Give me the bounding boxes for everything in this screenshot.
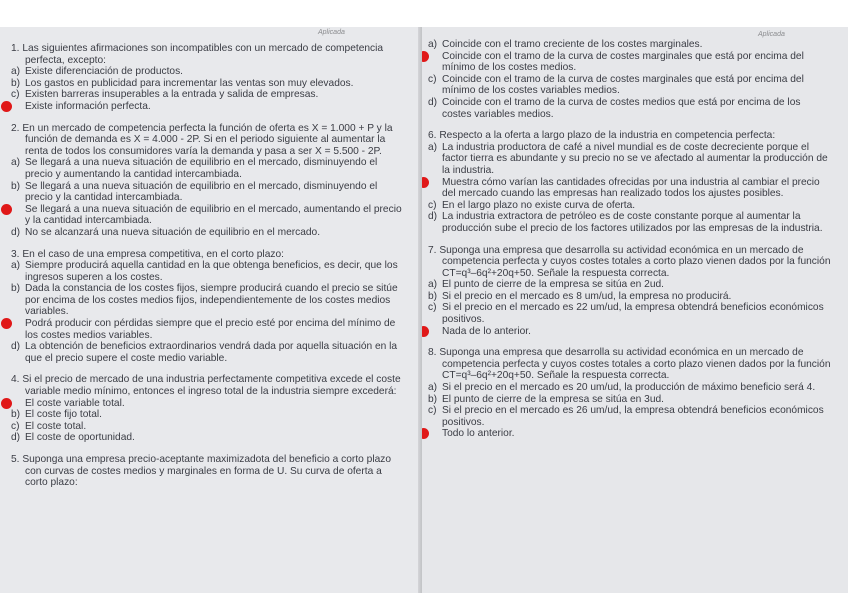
option-text: El punto de cierre de la empresa se sitúa en 3ud. (442, 393, 664, 405)
selected-answer-dot-icon (1, 204, 12, 215)
option-text: El coste total. (25, 420, 87, 432)
left-question-column (11, 43, 407, 499)
option-text: El coste de oportunidad. (25, 432, 135, 444)
option-text: Coincide con el tramo de la curva de costes marginales que está por encima del mínimo de los costes medios. (442, 50, 804, 74)
option-text: Los gastos en publicidad para incrementar las ventas son muy elevados. (25, 77, 354, 89)
selected-answer-dot-icon (1, 101, 12, 112)
option-letter: c) (428, 199, 437, 211)
option-letter: c) (428, 405, 437, 417)
answer-option (11, 227, 407, 239)
answer-option (428, 291, 832, 303)
answer-option (11, 89, 407, 101)
answer-option (428, 428, 832, 440)
option-letter: b) (11, 180, 21, 192)
option-letter: b) (428, 290, 438, 302)
question-block (428, 39, 832, 120)
option-text: El coste variable total. (25, 397, 125, 409)
question-text: 8. Suponga una empresa que desarrolla su actividad económica en un mercado de competencia perfecta y cuyos costes totales a corto plazo vienen dados por la función CT=q³–6q²+20q+50. Señale la respuesta correcta. (428, 347, 831, 382)
option-text: Se llegará a una nueva situación de equilibrio en el mercado, aumentando el precio y la cantidad intercambiada. (25, 203, 402, 227)
question-text: 6. Respecto a la oferta a largo plazo de la industria en competencia perfecta: (428, 130, 776, 142)
question-block (11, 454, 407, 489)
answer-option (428, 177, 832, 200)
option-text: No se alcanzará una nueva situación de equilibrio en el mercado. (25, 226, 321, 238)
option-text: En el largo plazo no existe curva de oferta. (442, 199, 636, 211)
answer-option (11, 157, 407, 180)
answer-option (428, 142, 832, 177)
option-text: Coincide con el tramo creciente de los costes marginales. (442, 39, 703, 50)
option-text: Coincide con el tramo de la curva de costes medios que está por encima de los costes variables medios. (442, 96, 801, 120)
page-header-left: Aplicada (318, 29, 345, 36)
answer-option (428, 405, 832, 428)
option-text: Todo lo anterior. (442, 428, 515, 440)
option-text: Podrá producir con pérdidas siempre que el precio esté por encima del mínimo de los costes medios variables. (25, 318, 396, 341)
answer-option (428, 39, 832, 51)
answer-option (11, 432, 407, 444)
answer-option (11, 101, 407, 113)
answer-option (428, 326, 832, 338)
option-text: Coincide con el tramo de la curva de costes marginales que está por encima del mínimo de los costes variables medios. (442, 73, 804, 97)
option-text: Siempre producirá aquella cantidad en la que obtenga beneficios, es decir, que los ingresos superen a los costes. (25, 260, 398, 283)
answer-option (11, 66, 407, 78)
option-letter: a) (11, 66, 21, 78)
option-letter: a) (11, 260, 21, 272)
answer-option (428, 74, 832, 97)
selected-answer-dot-icon (422, 326, 429, 337)
question-text: 4. Si el precio de mercado de una industria perfectamente competitiva excede el coste variable medio mínimo, entonces el ingreso total de la industria siempre excederá: (11, 374, 401, 398)
option-text: Si el precio en el mercado es 20 um/ud, la producción de máximo beneficio será 4. (442, 382, 816, 394)
answer-option (11, 409, 407, 421)
option-text: Existe información perfecta. (25, 100, 151, 112)
question-block (11, 43, 407, 113)
option-text: Existen barreras insuperables a la entrada y salida de empresas. (25, 89, 319, 101)
option-letter: b) (11, 409, 21, 421)
option-text: La industria productora de café a nivel mundial es de coste decreciente porque el factor tierra es abundante y su precio no se ve afectado al aumentar la producción de la industria. (442, 141, 828, 176)
answer-option (428, 200, 832, 212)
answer-option (11, 260, 407, 283)
option-text: Se llegará a una nueva situación de equilibrio en el mercado, disminuyendo el precio y aumentando la cantidad intercambiada. (25, 157, 378, 180)
answer-option (11, 341, 407, 364)
option-letter: a) (428, 39, 438, 50)
answer-option (11, 398, 407, 410)
option-text: Existe diferenciación de productos. (25, 66, 183, 78)
answer-option (428, 382, 832, 394)
option-letter: b) (11, 77, 21, 89)
option-letter: c) (428, 302, 437, 314)
option-letter: d) (11, 226, 21, 238)
option-text: La industria extractora de petróleo es de coste constante porque al aumentar la producción sube el precio de los factores utilizados por las empresas de la industria. (442, 211, 823, 234)
option-letter: c) (11, 420, 20, 432)
option-text: El punto de cierre de la empresa se sitúa en 2ud. (442, 279, 664, 291)
option-text: La obtención de beneficios extraordinarios vendrá dada por aquella situación en la que el precio supere el coste medio variable. (25, 341, 398, 364)
right-question-column (428, 39, 832, 450)
option-letter: a) (428, 279, 438, 291)
answer-option (11, 421, 407, 433)
option-letter: d) (11, 432, 21, 444)
question-block (428, 245, 832, 338)
answer-option (11, 283, 407, 318)
option-text: Muestra cómo varían las cantidades ofrecidas por una industria al cambiar el precio del mercado cuando las empresas han realizado todos los ajustes posibles. (442, 176, 820, 200)
question-text: 2. En un mercado de competencia perfecta la función de oferta es X = 1.000 + P y la función de demanda es X = 4.000 - 2P. Si en el periodo siguiente al aumentar la renta de todos los consumidores varía la demanda y pasa a ser X = 5.500 - 2P. (11, 122, 393, 157)
question-block (11, 249, 407, 365)
option-letter: d) (428, 96, 438, 108)
answer-option (428, 211, 832, 234)
option-letter: d) (11, 341, 21, 353)
option-letter: a) (428, 382, 438, 394)
option-text: Se llegará a una nueva situación de equilibrio en el mercado, disminuyendo el precio y la cantidad intercambiada. (25, 180, 378, 204)
question-text: 1. Las siguientes afirmaciones son incompatibles con un mercado de competencia perfecta, excepto: (11, 43, 384, 66)
selected-answer-dot-icon (1, 318, 12, 329)
option-letter: a) (11, 157, 21, 169)
page-header-right: Aplicada (758, 31, 785, 38)
option-text: Si el precio en el mercado es 8 um/ud, la empresa no producirá. (442, 290, 732, 302)
question-block (11, 374, 407, 444)
answer-option (428, 97, 832, 120)
selected-answer-dot-icon (422, 177, 429, 188)
option-letter: d) (428, 211, 438, 223)
option-letter: b) (428, 393, 438, 405)
question-block (428, 347, 832, 440)
answer-option (428, 51, 832, 74)
answer-option (11, 78, 407, 90)
question-block (428, 130, 832, 234)
answer-option (11, 181, 407, 204)
selected-answer-dot-icon (1, 398, 12, 409)
answer-option (11, 204, 407, 227)
option-letter: a) (428, 141, 438, 153)
right-page (422, 27, 848, 593)
answer-option (428, 302, 832, 325)
question-block (11, 123, 407, 239)
option-text: Si el precio en el mercado es 26 um/ud, la empresa obtendrá beneficios económicos positivos. (442, 405, 824, 428)
option-letter: b) (11, 283, 21, 295)
question-text: 5. Suponga una empresa precio-aceptante maximizadota del beneficio a corto plazo con curvas de costes medios y marginales en forma de U. Su curva de oferta a corto plazo: (11, 454, 392, 489)
option-letter: c) (11, 89, 20, 101)
question-text: 7. Suponga una empresa que desarrolla su actividad económica en un mercado de competencia perfecta y cuyos costes totales a corto plazo vienen dados por la función CT=q³–6q²+20q+50. Señale la respuesta correcta. (428, 244, 831, 279)
option-text: Dada la constancia de los costes fijos, siempre producirá cuando el precio se sitúe por encima de los costes medios fijos, independientemente de los costes medios variables. (25, 283, 398, 318)
answer-option (428, 394, 832, 406)
left-page (0, 27, 422, 593)
selected-answer-dot-icon (422, 428, 429, 439)
answer-option (11, 318, 407, 341)
selected-answer-dot-icon (422, 51, 429, 62)
option-text: Nada de lo anterior. (442, 325, 531, 337)
option-letter: c) (428, 73, 437, 85)
option-text: Si el precio en el mercado es 22 um/ud, la empresa obtendrá beneficios económicos positivos. (442, 302, 824, 326)
option-text: El coste fijo total. (25, 409, 103, 421)
answer-option (428, 279, 832, 291)
question-text: 3. En el caso de una empresa competitiva, en el corto plazo: (11, 248, 284, 260)
